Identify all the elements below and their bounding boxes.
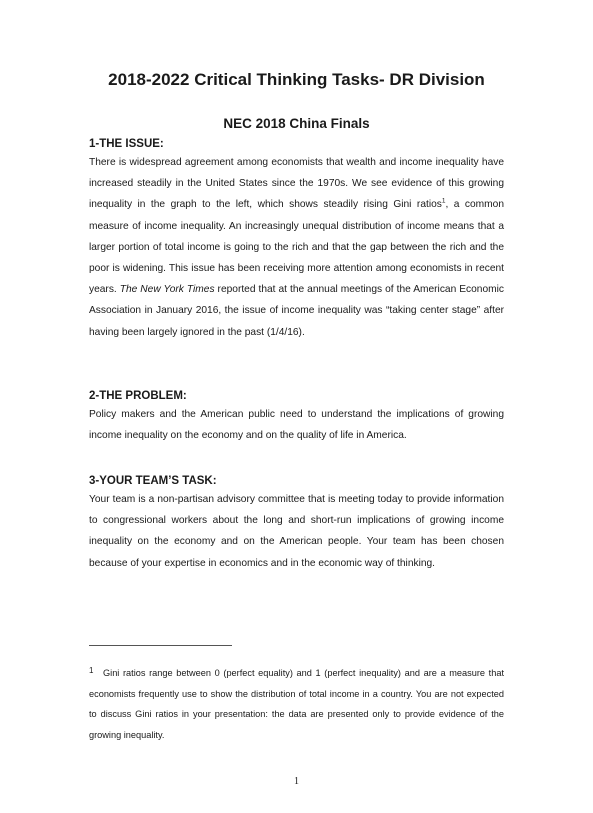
- source-name: The New York Times: [119, 284, 215, 296]
- task-paragraph: Your team is a non-partisan advisory committee that is meeting today to provide information to congressional workers about the long and short-run implications of growing income inequality on the economy and on the American people. Your team has been chosen because of your expertise in economics and in the economic way of thinking.: [89, 494, 504, 569]
- issue-text-part1: There is widespread agreement among economists that wealth and income inequality have increased steadily in the United States since the 1970s. We see evidence of this growing inequality in the graph to the left, which shows steadily rising Gini ratios: [89, 157, 504, 211]
- issue-paragraph: [89, 152, 504, 343]
- footnote-marker: 1: [89, 666, 94, 675]
- document-title: 2018-2022 Critical Thinking Tasks- DR Division: [108, 70, 485, 89]
- footnote-separator: [89, 645, 232, 646]
- problem-paragraph: Policy makers and the American public need to understand the implications of growing income inequality on the economy and on the quality of life in America.: [89, 409, 504, 442]
- problem-heading: 2-THE PROBLEM:: [89, 390, 187, 402]
- footnote-text: Gini ratios range between 0 (perfect equality) and 1 (perfect inequality) and are a measure that economists frequently use to show the distribution of total income in a country. You are not expected to discuss Gini ratios in your presentation: the data are presented only to provide evidence of the growing inequality.: [89, 668, 504, 740]
- task-heading: 3-YOUR TEAM’S TASK:: [89, 475, 217, 487]
- document-subtitle: NEC 2018 China Finals: [223, 116, 370, 131]
- page-number: 1: [294, 776, 299, 787]
- issue-text-part3: reported that at the annual meetings of the American Economic Association in January 2016, the issue of income inequality was “taking center stage” after having been largely ignored in the past (1/4/16).: [89, 284, 504, 338]
- footnote-reference: 1: [441, 198, 446, 206]
- issue-text-part2: , a common measure of income inequality. An increasingly unequal distribution of income means that a larger portion of total income is going to the rich and that the gap between the rich and the poor is widening. This issue has been receiving more attention among economists in recent years.: [89, 199, 504, 296]
- issue-heading: 1-THE ISSUE:: [89, 138, 164, 150]
